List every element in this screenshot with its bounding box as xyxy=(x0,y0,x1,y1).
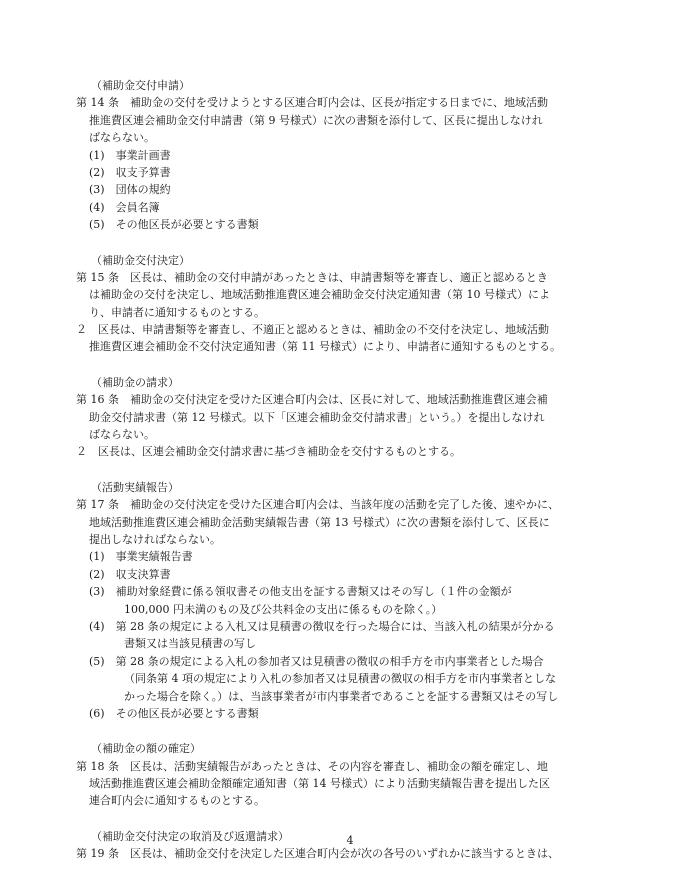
article-heading: （補助金交付決定の取消及び返還請求） xyxy=(91,829,289,843)
section-gap xyxy=(76,461,582,479)
article-text-continued: 助金交付請求書（第 12 号様式。以下「区連会補助金交付請求書」という。）を提出しなけれ xyxy=(89,410,545,424)
list-item: (6) その他区長が必要とする書類 xyxy=(89,706,259,720)
article-section xyxy=(76,77,582,234)
article-text: 第 14 条 補助金の交付を受けようとする区連合町内会は、区長が指定する日までに、地域活動 xyxy=(76,96,548,110)
article-text-continued: は補助金の交付を決定し、地域活動推進費区連会補助金交付決定通知書（第 10 号様式）によ xyxy=(89,288,550,302)
paragraph-text: ２ 区長は、区連会補助金交付請求書に基づき補助金を交付するものとする。 xyxy=(76,445,461,459)
section-gap xyxy=(76,810,582,828)
article-text-continued: 推進費区連会補助金交付申請書（第 9 号様式）に次の書類を添付して、区長に提出しなけれ xyxy=(89,113,543,127)
article-text-continued: ばならない。 xyxy=(89,131,155,145)
list-item: (1) 事業実績報告書 xyxy=(89,550,193,564)
document-body xyxy=(76,77,582,863)
article-heading: （補助金交付決定） xyxy=(91,253,190,267)
list-item-continued: かった場合を除く。）は、当該事業者が市内事業者であることを証する書類又はその写し xyxy=(124,689,559,703)
list-item: (4) 会員名簿 xyxy=(89,200,160,214)
article-heading: （補助金交付申請） xyxy=(91,79,190,92)
article-section xyxy=(76,374,582,461)
section-gap xyxy=(76,356,582,374)
list-item: (3) 団体の規約 xyxy=(89,183,171,197)
paragraph-text: ２ 区長は、申請書類等を審査し、不適正と認めるときは、補助金の不交付を決定し、地域活動 xyxy=(76,323,549,337)
article-heading: （活動実績報告） xyxy=(91,480,179,494)
paragraph-text-continued: 推進費区連会補助金不交付決定通知書（第 11 号様式）により、申請者に通知するものとする。 xyxy=(89,340,561,354)
article-text-continued: 連合町内会に通知するものとする。 xyxy=(89,794,265,808)
article-heading: （補助金の請求） xyxy=(91,375,179,389)
list-item: (1) 事業計画書 xyxy=(89,148,171,162)
section-gap xyxy=(76,234,582,252)
article-text: 第 16 条 補助金の交付決定を受けた区連合町内会は、区長に対して、地域活動推進費区連会補 xyxy=(76,393,548,407)
article-text-continued: ばならない。 xyxy=(89,428,155,442)
article-section xyxy=(76,479,582,722)
article-section xyxy=(76,740,582,810)
article-text: 第 18 条 区長は、活動実績報告があったときは、その内容を審査し、補助金の額を確定し、地 xyxy=(76,759,548,773)
article-text-continued: 域活動推進費区連会補助金額確定通知書（第 14 号様式）により活動実績報告書を提出した区 xyxy=(89,777,550,791)
article-text-continued: 提出しなければならない。 xyxy=(89,532,221,546)
section-gap xyxy=(76,722,582,740)
list-item-continued: 100,000 円未満のもの及び公共料金の支出に係るものを除く。） xyxy=(124,602,443,616)
list-item: (5) 第 28 条の規定による入札の参加者又は見積書の徴収の相手方を市内事業者とした場合 xyxy=(89,654,544,668)
article-text: 第 15 条 区長は、補助金の交付申請があったときは、申請書類等を審査し、適正と認めるとき xyxy=(76,270,548,284)
page-number: 4 xyxy=(346,834,354,847)
list-item: (4) 第 28 条の規定による入札又は見積書の徴収を行った場合には、当該入札の結果が分かる xyxy=(89,619,555,633)
list-item: (3) 補助対象経費に係る領収書その他支出を証する書類又はその写し（１件の金額が xyxy=(89,585,512,599)
list-item-continued: （同条第 4 項の規定により入札の参加者又は見積書の徴収の相手方を市内事業者としな xyxy=(124,672,556,686)
article-text: 第 17 条 補助金の交付決定を受けた区連合町内会は、当該年度の活動を完了した後、速やかに、 xyxy=(76,498,559,512)
article-section xyxy=(76,252,582,356)
article-text: 第 19 条 区長は、補助金交付を決定した区連合町内会が次の各号のいずれかに該当するときは、 xyxy=(76,847,559,861)
list-item: (5) その他区長が必要とする書類 xyxy=(89,218,259,232)
article-text-continued: り、申請者に通知するものとする。 xyxy=(89,305,265,319)
article-text-continued: 地域活動推進費区連会補助金活動実績報告書（第 13 号様式）に次の書類を添付して、区長に xyxy=(89,515,550,529)
article-heading: （補助金の額の確定） xyxy=(91,742,201,756)
list-item: (2) 収支予算書 xyxy=(89,165,171,179)
list-item: (2) 収支決算書 xyxy=(89,567,171,581)
list-item-continued: 書類又は当該見積書の写し xyxy=(124,637,256,651)
